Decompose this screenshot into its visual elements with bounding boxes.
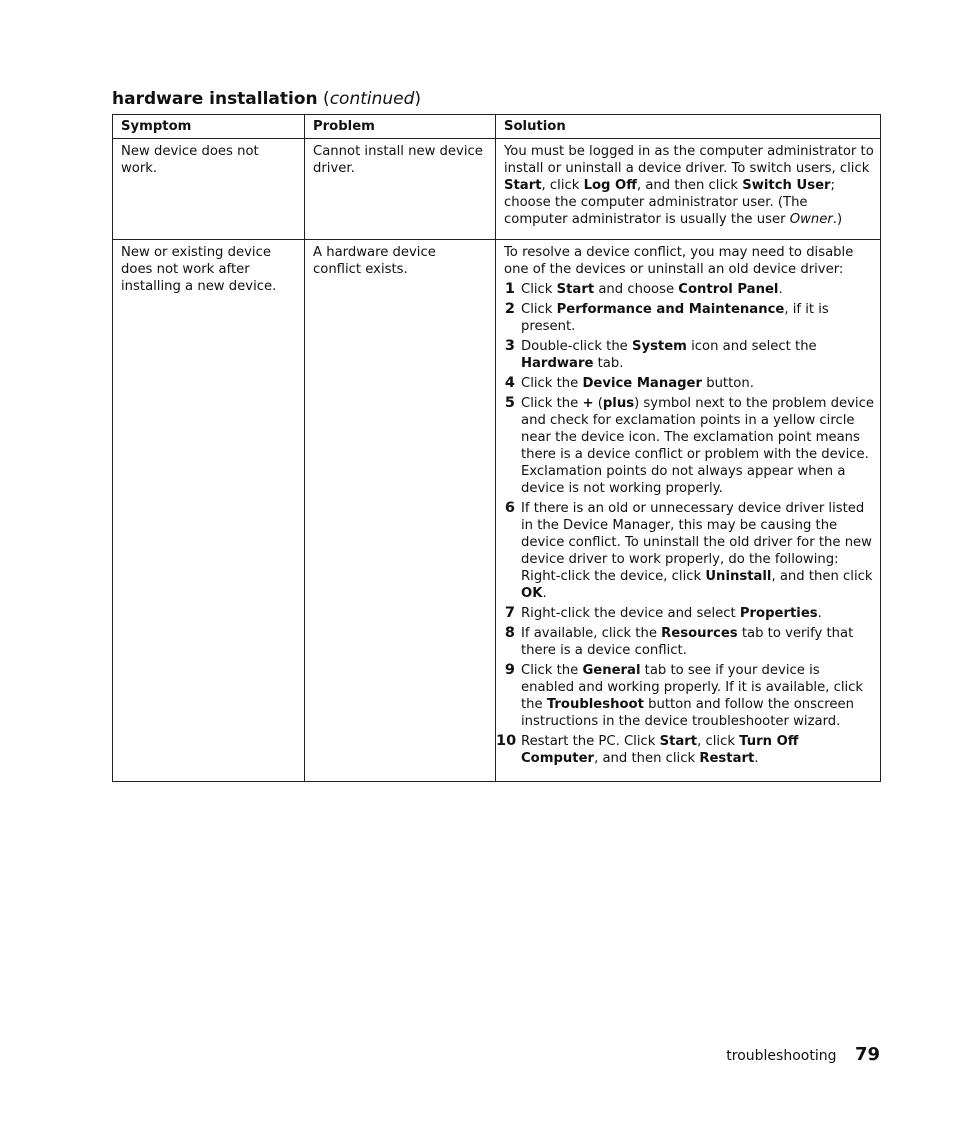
- step-item: 4 Click the Device Manager button.: [504, 375, 754, 391]
- solution-cell: You must be logged in as the computer administrator to install or uninstall a device driver. To switch users, click Start, click Log Off, and then click Switch User; choose the computer administrator user. (The computer administrator is usually the user Owner.): [496, 139, 881, 240]
- header-symptom: Symptom: [113, 115, 305, 139]
- page-number: 79: [854, 1044, 880, 1065]
- section-title: hardware installation (continued): [112, 89, 422, 109]
- step-item: 8 If available, click the Resources tab to verify that there is a device conflict.: [504, 625, 854, 658]
- solution-cell: [496, 240, 881, 782]
- solution-steps: [496, 281, 874, 767]
- step-item: 9 Click the General tab to see if your device is enabled and working properly. If it is available, click the Troubleshoot button and follow the onscreen instructions in the device troubleshooter wizard.: [504, 662, 864, 729]
- table-row: [113, 240, 881, 782]
- symptom-cell: New or existing device does not work after installing a new device.: [113, 240, 305, 782]
- section-title-text: hardware installation: [112, 89, 318, 109]
- step-item: 6 If there is an old or unnecessary device driver listed in the Device Manager, this may be causing the device conflict. To uninstall the old driver for the new device driver to work properly, do the following: Right-click the device, click Uninstall, and then click OK.: [504, 500, 873, 601]
- symptom-cell: New device does not work.: [113, 139, 305, 240]
- problem-cell: Cannot install new device driver.: [305, 139, 496, 240]
- step-item: 2 Click Performance and Maintenance, if it is present.: [504, 301, 829, 334]
- table-row: [113, 139, 881, 240]
- header-problem: Problem: [305, 115, 496, 139]
- troubleshooting-table: [112, 114, 881, 782]
- page-footer: [726, 1044, 880, 1067]
- step-item: 7 Right-click the device and select Properties.: [504, 605, 822, 621]
- problem-cell: A hardware device conflict exists.: [305, 240, 496, 782]
- step-item: 10 Restart the PC. Click Start, click Turn Off Computer, and then click Restart.: [496, 733, 799, 766]
- header-solution: Solution: [496, 115, 881, 139]
- continued-label: continued: [329, 89, 415, 109]
- step-item: 3 Double-click the System icon and select the Hardware tab.: [504, 338, 817, 371]
- table-header-row: [113, 115, 881, 139]
- step-item: 5 Click the + (plus) symbol next to the problem device and check for exclamation points in a yellow circle near the device icon. The exclamation point means there is a device conflict or problem with the device. Exclamation points do not always appear when a device is not working properly.: [504, 395, 874, 496]
- footer-section-name: troubleshooting: [726, 1048, 837, 1064]
- solution-intro: To resolve a device conflict, you may need to disable one of the devices or uninstall an old device driver:: [504, 245, 854, 277]
- step-item: 1 Click Start and choose Control Panel.: [504, 281, 783, 297]
